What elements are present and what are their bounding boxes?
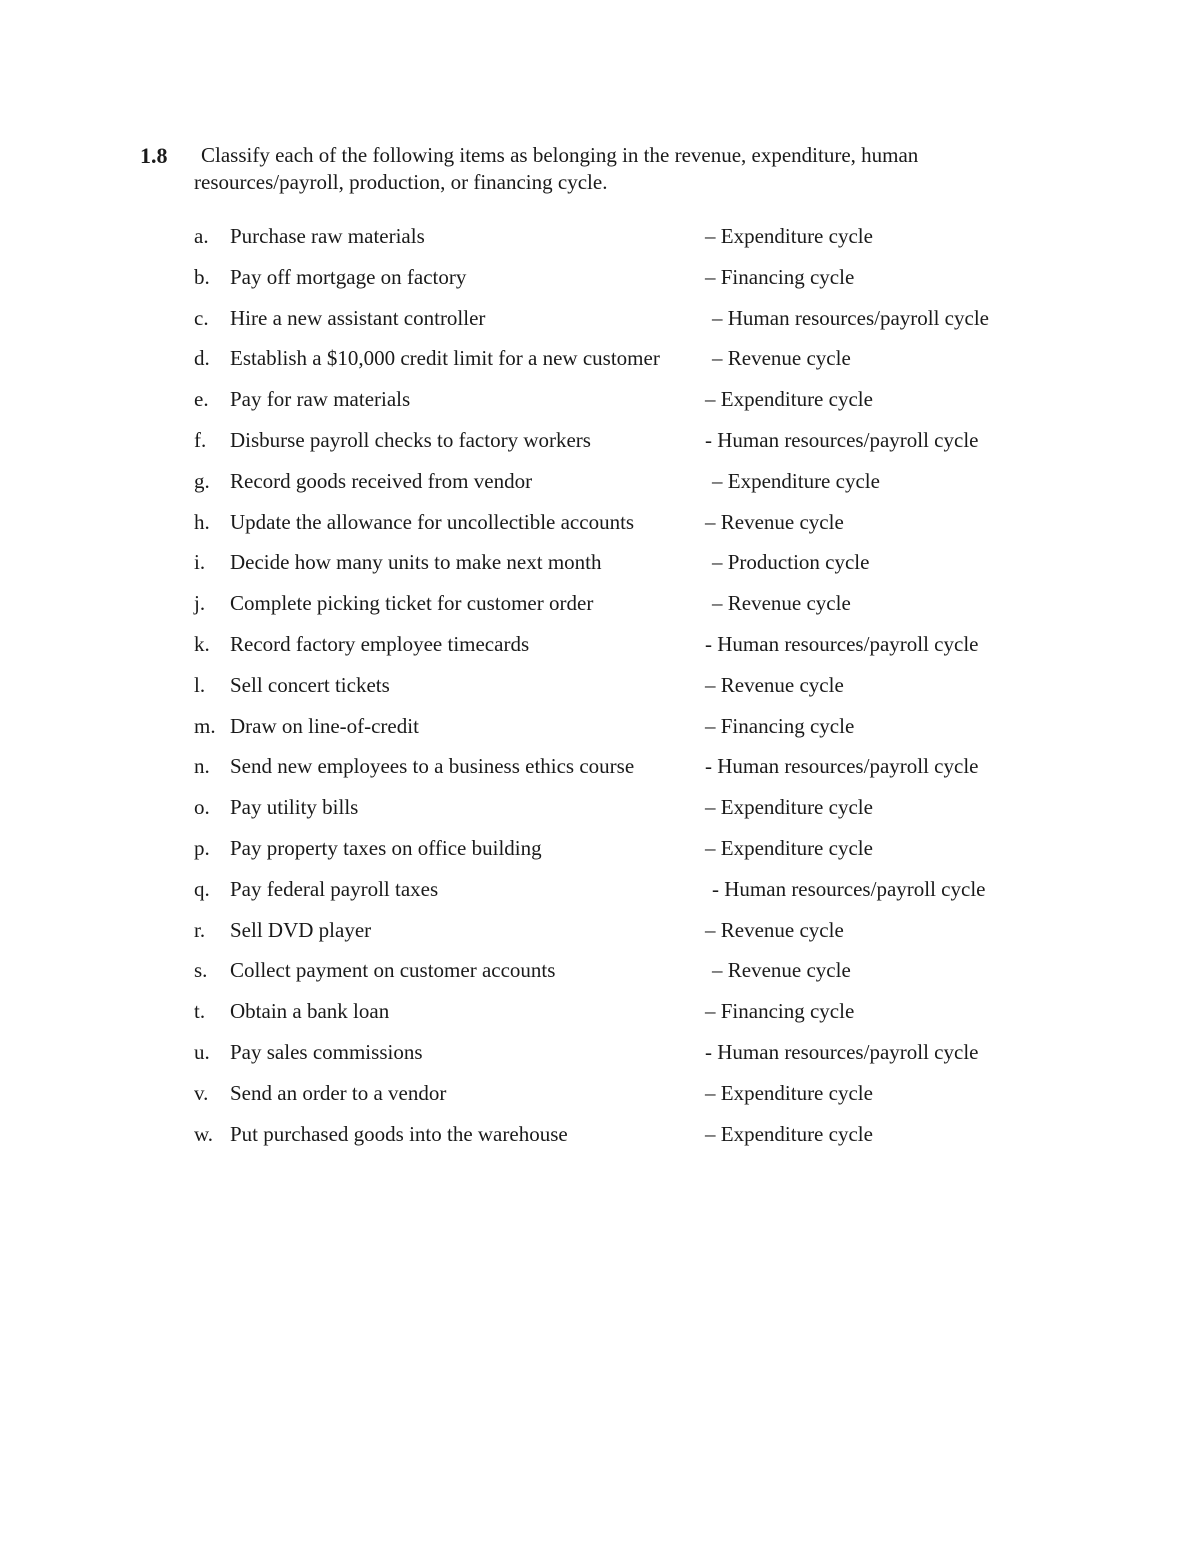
item-answer: – Expenditure cycle — [705, 224, 873, 248]
list-item — [0, 916, 1200, 957]
list-item — [0, 548, 1200, 589]
item-letter: v. — [194, 1080, 209, 1105]
item-description: Purchase raw materials — [230, 224, 425, 248]
item-answer: – Human resources/payroll cycle — [712, 305, 989, 330]
item-description: Collect payment on customer accounts — [230, 958, 556, 983]
question-text: Classify each of the following items as belonging in the revenue, expenditure, human resources/payroll, production, or financing cycle. — [194, 143, 919, 194]
list-item — [0, 222, 1200, 263]
classification-list — [0, 222, 1200, 1160]
item-answer: – Revenue cycle — [705, 672, 844, 697]
item-answer: – Financing cycle — [705, 999, 855, 1024]
item-answer: – Expenditure cycle — [705, 795, 873, 820]
item-description: Decide how many units to make next month — [230, 550, 602, 575]
question-number: 1.8 — [140, 143, 168, 168]
item-answer: – Expenditure cycle — [705, 1080, 873, 1105]
list-item — [0, 589, 1200, 630]
item-answer: - Human resources/payroll cycle — [705, 427, 979, 452]
item-letter: s. — [194, 958, 208, 983]
list-item — [0, 426, 1200, 467]
item-description: Pay utility bills — [230, 795, 359, 820]
list-item — [0, 1038, 1200, 1079]
item-letter: n. — [194, 754, 210, 779]
list-item — [0, 712, 1200, 753]
item-letter: l. — [194, 672, 206, 697]
list-item — [0, 263, 1200, 304]
item-answer: - Human resources/payroll cycle — [705, 1039, 979, 1064]
item-answer: – Revenue cycle — [712, 346, 851, 371]
item-description: Establish a $10,000 credit limit for a new customer — [230, 346, 660, 371]
item-letter: p. — [194, 835, 210, 860]
item-description: Pay off mortgage on factory — [230, 264, 467, 289]
list-item — [0, 834, 1200, 875]
item-letter: o. — [194, 795, 210, 820]
item-answer: – Revenue cycle — [705, 509, 844, 534]
item-description: Disburse payroll checks to factory workers — [230, 427, 591, 452]
list-item — [0, 508, 1200, 549]
item-description: Sell concert tickets — [230, 672, 390, 697]
item-description: Obtain a bank loan — [230, 999, 390, 1024]
list-item — [0, 304, 1200, 345]
item-letter: m. — [194, 713, 216, 738]
item-letter: i. — [194, 550, 206, 575]
item-letter: t. — [194, 999, 206, 1024]
item-answer: – Revenue cycle — [712, 958, 851, 983]
item-answer: – Financing cycle — [705, 713, 855, 738]
list-item — [0, 956, 1200, 997]
list-item — [0, 467, 1200, 508]
item-letter: j. — [194, 591, 206, 616]
item-letter: w. — [194, 1121, 214, 1146]
item-letter: q. — [194, 876, 210, 901]
list-item — [0, 997, 1200, 1038]
item-answer: – Revenue cycle — [705, 917, 844, 942]
item-answer: – Production cycle — [712, 550, 870, 575]
item-description: Record goods received from vendor — [230, 468, 533, 493]
list-item — [0, 1079, 1200, 1120]
list-item — [0, 344, 1200, 385]
item-answer: – Expenditure cycle — [712, 468, 880, 493]
item-description: Pay property taxes on office building — [230, 835, 542, 860]
item-answer: – Expenditure cycle — [705, 1121, 873, 1146]
item-answer: – Expenditure cycle — [705, 387, 873, 412]
list-item — [0, 1120, 1200, 1161]
item-description: Pay for raw materials — [230, 387, 411, 412]
item-answer: – Financing cycle — [705, 264, 855, 289]
item-letter: f. — [194, 427, 207, 452]
item-letter: a. — [194, 224, 209, 248]
item-description: Complete picking ticket for customer order — [230, 591, 594, 616]
item-answer: - Human resources/payroll cycle — [705, 631, 979, 656]
item-answer: – Expenditure cycle — [705, 835, 873, 860]
item-description: Record factory employee timecards — [230, 631, 530, 656]
item-description: Draw on line-of-credit — [230, 713, 419, 738]
item-answer: – Revenue cycle — [712, 591, 851, 616]
list-item — [0, 875, 1200, 916]
item-letter: u. — [194, 1039, 210, 1064]
item-description: Pay sales commissions — [230, 1039, 423, 1064]
list-item — [0, 671, 1200, 712]
list-item — [0, 752, 1200, 793]
item-letter: c. — [194, 305, 209, 330]
list-item — [0, 793, 1200, 834]
item-description: Send new employees to a business ethics course — [230, 754, 635, 779]
item-description: Sell DVD player — [230, 917, 372, 942]
item-description: Put purchased goods into the warehouse — [230, 1121, 568, 1146]
item-letter: d. — [194, 346, 210, 371]
item-answer: - Human resources/payroll cycle — [712, 876, 986, 901]
item-letter: g. — [194, 468, 210, 493]
item-description: Hire a new assistant controller — [230, 305, 486, 330]
item-description: Update the allowance for uncollectible accounts — [230, 509, 635, 534]
item-letter: r. — [194, 917, 206, 942]
item-letter: k. — [194, 631, 210, 656]
item-description: Pay federal payroll taxes — [230, 876, 439, 901]
item-letter: h. — [194, 509, 210, 534]
list-item — [0, 630, 1200, 671]
list-item — [0, 385, 1200, 426]
item-letter: e. — [194, 387, 209, 412]
item-letter: b. — [194, 264, 210, 289]
item-answer: - Human resources/payroll cycle — [705, 754, 979, 779]
item-description: Send an order to a vendor — [230, 1080, 447, 1105]
